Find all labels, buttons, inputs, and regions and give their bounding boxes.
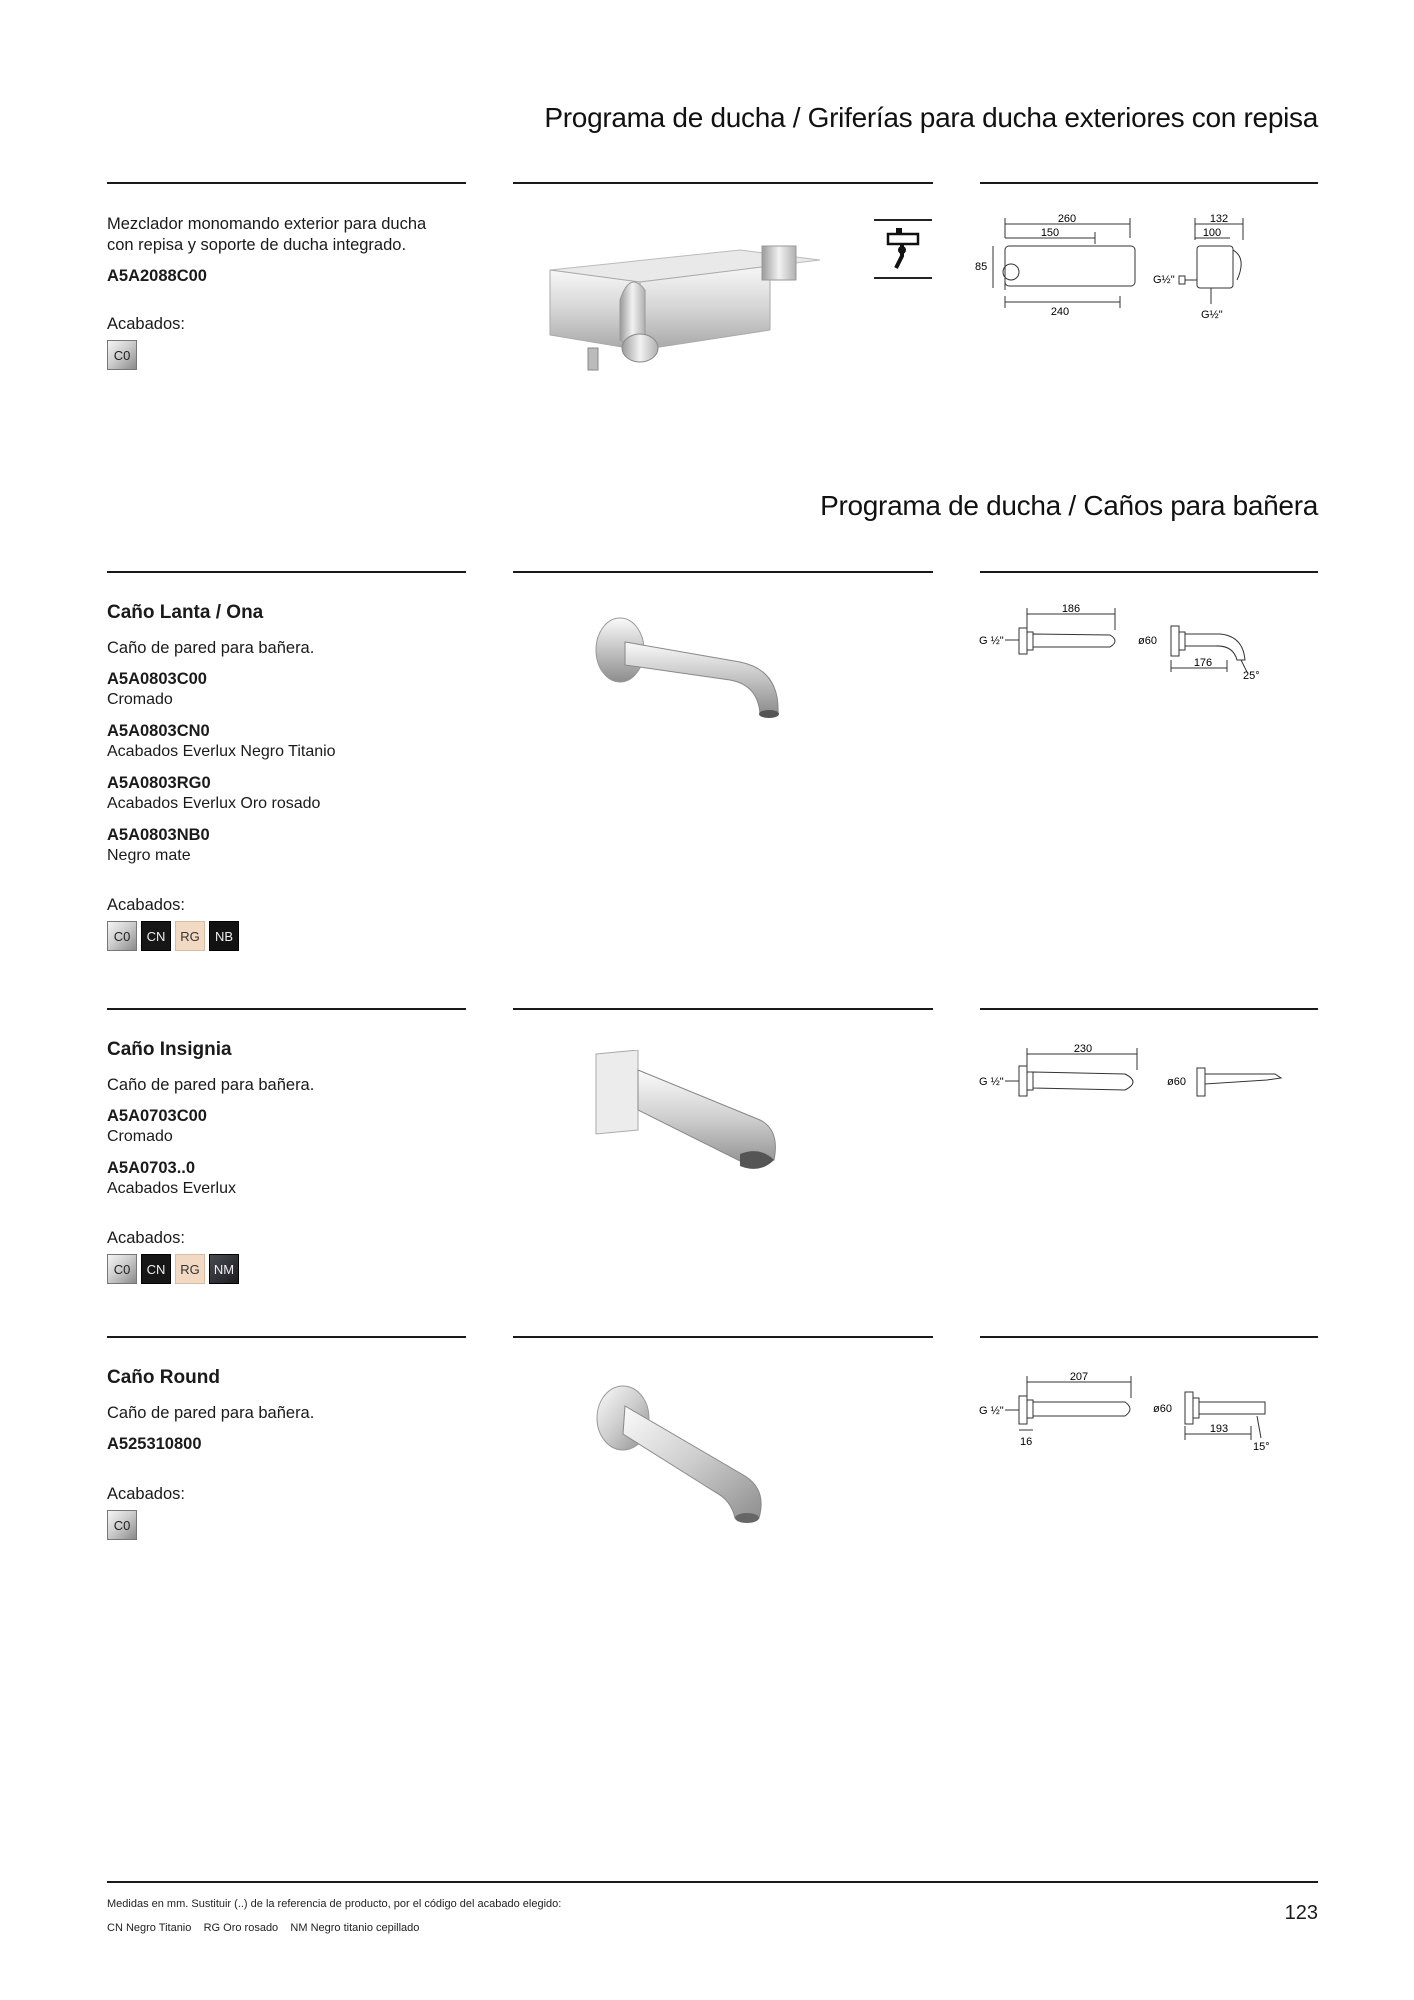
dim-label: ø60	[1138, 635, 1157, 647]
product-info	[107, 602, 467, 951]
technical-drawing	[975, 600, 1285, 680]
finish-swatch-cn: CN	[141, 921, 171, 951]
finish-swatch-nb: NB	[209, 921, 239, 951]
product-name: Caño Round	[107, 1367, 220, 1388]
divider	[513, 182, 933, 184]
product-code-desc: Cromado	[107, 691, 173, 708]
finish-swatch-c0: C0	[107, 1254, 137, 1284]
shower-mixer-photo	[540, 230, 830, 380]
finishes-label: Acabados:	[107, 896, 185, 914]
product-description: Caño de pared para bañera.	[107, 1404, 315, 1422]
product-code: A525310800	[107, 1435, 202, 1453]
product-code: A5A0803C00	[107, 670, 207, 688]
product-code-desc: Cromado	[107, 1128, 173, 1145]
divider	[980, 571, 1318, 573]
finish-swatch-rg: RG	[175, 921, 205, 951]
product-code: A5A0703..0	[107, 1159, 196, 1177]
product-code: A5A0803RG0	[107, 774, 211, 792]
product-info	[107, 214, 467, 370]
technical-drawing	[975, 1368, 1285, 1452]
product-name: Caño Insignia	[107, 1039, 232, 1060]
dim-label: 240	[1050, 306, 1070, 318]
section-title: Programa de ducha / Griferías para ducha exteriores con repisa	[544, 102, 1318, 133]
spout-insignia-photo	[590, 1050, 790, 1185]
dim-label: 230	[1073, 1043, 1093, 1055]
product-code: A5A2088C00	[107, 267, 207, 285]
dim-label: G ½"	[979, 1405, 1004, 1417]
divider	[513, 571, 933, 573]
finish-swatch-nm: NM	[209, 1254, 239, 1284]
dim-label: 132	[1209, 213, 1229, 225]
finish-legend: CN Negro Titanio RG Oro rosado NM Negro titanio cepillado	[107, 1922, 420, 1934]
product-description: Caño de pared para bañera.	[107, 1076, 315, 1094]
dim-label: G ½"	[979, 635, 1004, 647]
product-code-desc: Acabados Everlux Negro Titanio	[107, 743, 336, 760]
divider	[513, 1008, 933, 1010]
divider	[107, 182, 466, 184]
dim-label: 100	[1202, 227, 1222, 239]
dim-label: 150	[1040, 227, 1060, 239]
product-code: A5A0803NB0	[107, 826, 210, 844]
product-code-desc: Negro mate	[107, 847, 191, 864]
dim-label: 176	[1193, 657, 1213, 669]
divider	[107, 571, 466, 573]
dim-label: G½"	[1201, 309, 1223, 320]
section-title: Programa de ducha / Caños para bañera	[820, 490, 1318, 521]
product-description: Mezclador monomando exterior para ducha con repisa y soporte de ducha integrado.	[107, 215, 427, 254]
dim-label: 207	[1069, 1371, 1089, 1383]
product-info	[107, 1039, 467, 1284]
technical-drawing	[975, 210, 1275, 320]
product-code-desc: Acabados Everlux	[107, 1180, 236, 1197]
finish-swatches	[107, 921, 467, 951]
technical-drawing	[975, 1040, 1285, 1100]
finish-swatch-c0: C0	[107, 340, 137, 370]
dim-label: G½"	[1153, 274, 1175, 286]
finishes-label: Acabados:	[107, 1485, 185, 1503]
product-code-desc: Acabados Everlux Oro rosado	[107, 795, 321, 812]
divider	[980, 1008, 1318, 1010]
dim-label: 260	[1057, 213, 1077, 225]
dim-label: 186	[1061, 603, 1081, 615]
finish-swatches	[107, 1254, 467, 1284]
dim-label: 25°	[1243, 670, 1260, 680]
dim-label: 193	[1209, 1423, 1229, 1435]
product-info	[107, 1367, 467, 1540]
dim-label: ø60	[1153, 1403, 1172, 1415]
dim-label: ø60	[1167, 1076, 1186, 1088]
spout-lanta-photo	[590, 610, 790, 725]
finish-swatches	[107, 1510, 467, 1540]
dim-label: 16	[1020, 1436, 1033, 1448]
divider	[107, 1336, 466, 1338]
product-code: A5A0803CN0	[107, 722, 210, 740]
divider	[513, 1336, 933, 1338]
footer-divider	[107, 1881, 1318, 1883]
product-code: A5A0703C00	[107, 1107, 207, 1125]
dim-label: 85	[975, 261, 988, 273]
page-number: 123	[1284, 1902, 1318, 1924]
product-description: Caño de pared para bañera.	[107, 639, 315, 657]
finishes-label: Acabados:	[107, 1229, 185, 1247]
finishes-label: Acabados:	[107, 315, 185, 333]
spout-round-photo	[595, 1382, 775, 1532]
finish-swatch-c0: C0	[107, 921, 137, 951]
finish-swatch-rg: RG	[175, 1254, 205, 1284]
product-name: Caño Lanta / Ona	[107, 602, 264, 623]
finish-swatch-cn: CN	[141, 1254, 171, 1284]
divider	[107, 1008, 466, 1010]
shower-icon	[872, 216, 934, 282]
footer-note: Medidas en mm. Sustituir (..) de la referencia de producto, por el código del acabado elegido:	[107, 1898, 562, 1910]
divider	[980, 1336, 1318, 1338]
finish-swatches	[107, 340, 467, 370]
divider	[980, 182, 1318, 184]
dim-label: G ½"	[979, 1076, 1004, 1088]
finish-swatch-c0: C0	[107, 1510, 137, 1540]
dim-label: 15°	[1253, 1441, 1270, 1452]
